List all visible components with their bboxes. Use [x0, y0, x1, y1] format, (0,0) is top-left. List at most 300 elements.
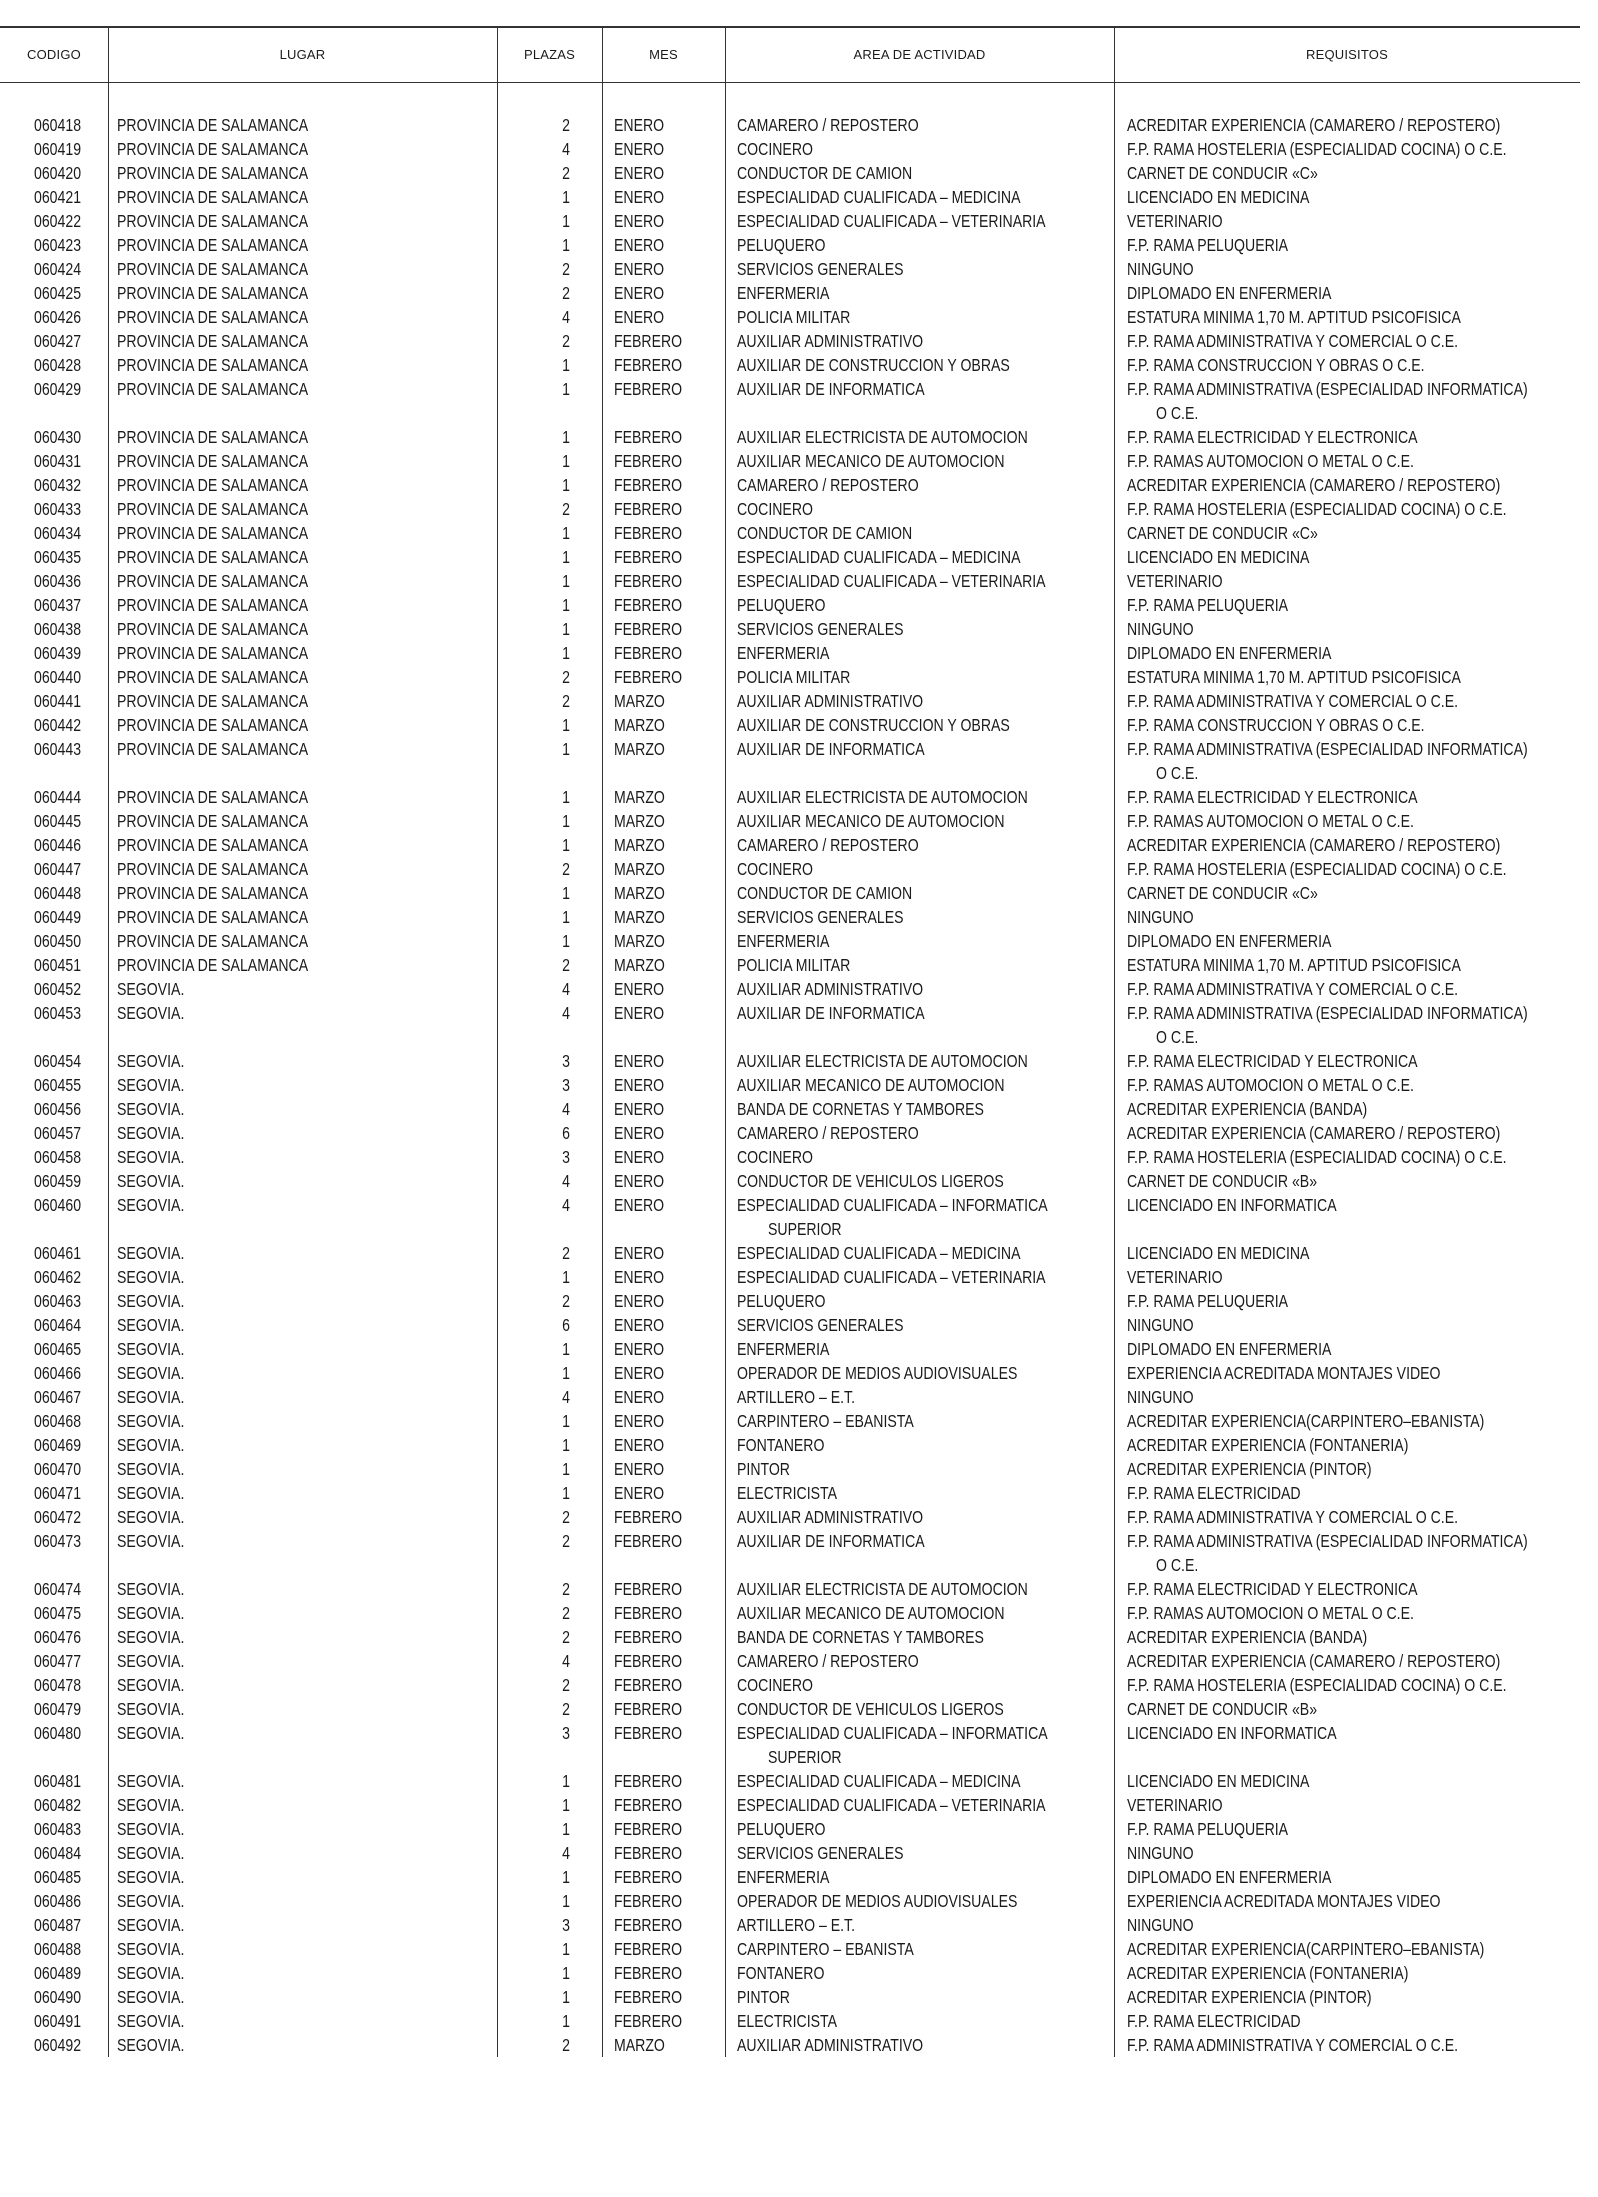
cell-mes: FEBRERO — [614, 1867, 683, 1887]
cell-plazas: 1 — [562, 1963, 570, 1983]
cell-area: AUXILIAR ELECTRICISTA DE AUTOMOCION — [737, 1051, 1028, 1071]
cell-lugar: SEGOVIA. — [117, 1459, 185, 1479]
table-row — [0, 1985, 1580, 2009]
table-row — [0, 137, 1580, 161]
header-lugar: LUGAR — [279, 46, 326, 62]
cell-codigo: 060450 — [34, 931, 82, 951]
table-row — [0, 1241, 1580, 1265]
cell-requisitos: ACREDITAR EXPERIENCIA (CAMARERO / REPOSTERO) — [1127, 835, 1501, 855]
cell-codigo: 060443 — [34, 739, 82, 759]
cell-area: PELUQUERO — [737, 1291, 826, 1311]
cell-area: ENFERMERIA — [737, 931, 830, 951]
table-row — [0, 1097, 1580, 1121]
cell-codigo: 060425 — [34, 283, 82, 303]
cell-mes: MARZO — [614, 739, 665, 759]
cell-plazas: 1 — [562, 595, 570, 615]
cell-lugar: PROVINCIA DE SALAMANCA — [117, 235, 309, 255]
cell-requisitos: DIPLOMADO EN ENFERMERIA — [1127, 1339, 1332, 1359]
cell-lugar: SEGOVIA. — [117, 1867, 185, 1887]
cell-plazas: 1 — [562, 1771, 570, 1791]
cell-codigo: 060420 — [34, 163, 82, 183]
table-row — [0, 1265, 1580, 1289]
cell-mes: FEBRERO — [614, 427, 683, 447]
cell-mes: ENERO — [614, 1099, 665, 1119]
table-row — [0, 1001, 1580, 1049]
cell-codigo: 060482 — [34, 1795, 82, 1815]
cell-lugar: SEGOVIA. — [117, 1411, 185, 1431]
cell-lugar: SEGOVIA. — [117, 1987, 185, 2007]
cell-area: CONDUCTOR DE VEHICULOS LIGEROS — [737, 1171, 1004, 1191]
cell-area: FONTANERO — [737, 1435, 825, 1455]
table-row — [0, 1841, 1580, 1865]
cell-mes: FEBRERO — [614, 1603, 683, 1623]
cell-lugar: PROVINCIA DE SALAMANCA — [117, 787, 309, 807]
cell-requisitos: F.P. RAMA HOSTELERIA (ESPECIALIDAD COCINA) O C.E. — [1127, 1675, 1507, 1695]
cell-lugar: PROVINCIA DE SALAMANCA — [117, 691, 309, 711]
cell-requisitos: DIPLOMADO EN ENFERMERIA — [1127, 283, 1332, 303]
cell-lugar: SEGOVIA. — [117, 1891, 185, 1911]
cell-mes: ENERO — [614, 1387, 665, 1407]
cell-requisitos: ESTATURA MINIMA 1,70 M. APTITUD PSICOFISICA — [1127, 307, 1461, 327]
table-row — [0, 689, 1580, 713]
cell-lugar: SEGOVIA. — [117, 1147, 185, 1167]
cell-codigo: 060457 — [34, 1123, 82, 1143]
cell-plazas: 1 — [562, 883, 570, 903]
cell-area: CONDUCTOR DE CAMION — [737, 523, 913, 543]
cell-requisitos: F.P. RAMA ELECTRICIDAD Y ELECTRONICA — [1127, 1579, 1418, 1599]
cell-requisitos: F.P. RAMA HOSTELERIA (ESPECIALIDAD COCINA) O C.E. — [1127, 859, 1507, 879]
cell-area: ESPECIALIDAD CUALIFICADA – VETERINARIA — [737, 1795, 1046, 1815]
cell-requisitos: EXPERIENCIA ACREDITADA MONTAJES VIDEO — [1127, 1363, 1441, 1383]
cell-requisitos: F.P. RAMA PELUQUERIA — [1127, 235, 1289, 255]
table-row — [0, 1673, 1580, 1697]
cell-codigo: 060477 — [34, 1651, 82, 1671]
header-codigo: CODIGO — [27, 46, 81, 62]
cell-area: ENFERMERIA — [737, 1339, 830, 1359]
cell-lugar: SEGOVIA. — [117, 1723, 185, 1743]
cell-mes: FEBRERO — [614, 523, 683, 543]
cell-plazas: 1 — [562, 355, 570, 375]
cell-codigo: 060434 — [34, 523, 82, 543]
cell-area: PELUQUERO — [737, 595, 826, 615]
cell-plazas: 1 — [562, 1483, 570, 1503]
cell-codigo: 060459 — [34, 1171, 82, 1191]
cell-requisitos: ACREDITAR EXPERIENCIA (FONTANERIA) — [1127, 1963, 1409, 1983]
cell-lugar: SEGOVIA. — [117, 1699, 185, 1719]
cell-area: AUXILIAR ADMINISTRATIVO — [737, 331, 924, 351]
table-row — [0, 1505, 1580, 1529]
cell-area: AUXILIAR ADMINISTRATIVO — [737, 1507, 924, 1527]
cell-codigo: 060461 — [34, 1243, 82, 1263]
cell-lugar: PROVINCIA DE SALAMANCA — [117, 379, 309, 399]
cell-requisitos: F.P. RAMA HOSTELERIA (ESPECIALIDAD COCINA) O C.E. — [1127, 139, 1507, 159]
cell-plazas: 2 — [562, 163, 570, 183]
table-row — [0, 329, 1580, 353]
cell-lugar: PROVINCIA DE SALAMANCA — [117, 955, 309, 975]
cell-codigo: 060422 — [34, 211, 82, 231]
table-row — [0, 977, 1580, 1001]
table-row — [0, 1169, 1580, 1193]
cell-mes: FEBRERO — [614, 499, 683, 519]
cell-area: SERVICIOS GENERALES — [737, 259, 904, 279]
cell-area: ESPECIALIDAD CUALIFICADA – VETERINARIA — [737, 211, 1046, 231]
cell-area: CAMARERO / REPOSTERO — [737, 115, 919, 135]
cell-codigo: 060433 — [34, 499, 82, 519]
table-row — [0, 1289, 1580, 1313]
cell-mes: ENERO — [614, 307, 665, 327]
cell-area: AUXILIAR MECANICO DE AUTOMOCION — [737, 1075, 1005, 1095]
cell-area: FONTANERO — [737, 1963, 825, 1983]
cell-lugar: SEGOVIA. — [117, 2011, 185, 2031]
cell-area: AUXILIAR MECANICO DE AUTOMOCION — [737, 811, 1005, 831]
cell-codigo: 060487 — [34, 1915, 82, 1935]
cell-lugar: SEGOVIA. — [117, 1123, 185, 1143]
cell-lugar: SEGOVIA. — [117, 1339, 185, 1359]
cell-plazas: 3 — [562, 1147, 570, 1167]
cell-area: OPERADOR DE MEDIOS AUDIOVISUALES — [737, 1363, 1018, 1383]
cell-codigo: 060481 — [34, 1771, 82, 1791]
table-row — [0, 305, 1580, 329]
table-row — [0, 1457, 1580, 1481]
cell-codigo: 060439 — [34, 643, 82, 663]
cell-mes: MARZO — [614, 787, 665, 807]
cell-area: ESPECIALIDAD CUALIFICADA – MEDICINA — [737, 1243, 1021, 1263]
cell-mes: FEBRERO — [614, 1795, 683, 1815]
cell-plazas: 1 — [562, 235, 570, 255]
cell-lugar: PROVINCIA DE SALAMANCA — [117, 907, 309, 927]
cell-requisitos: VETERINARIO — [1127, 211, 1223, 231]
cell-mes: ENERO — [614, 1483, 665, 1503]
cell-codigo: 060423 — [34, 235, 82, 255]
cell-requisitos: LICENCIADO EN INFORMATICA — [1127, 1723, 1337, 1743]
cell-area: ARTILLERO – E.T. — [737, 1915, 856, 1935]
cell-requisitos: DIPLOMADO EN ENFERMERIA — [1127, 643, 1332, 663]
cell-lugar: SEGOVIA. — [117, 1963, 185, 1983]
cell-requisitos: F.P. RAMAS AUTOMOCION O METAL O C.E. — [1127, 1603, 1414, 1623]
cell-codigo: 060428 — [34, 355, 82, 375]
cell-area: SERVICIOS GENERALES — [737, 1315, 904, 1335]
header-area: AREA DE ACTIVIDAD — [853, 46, 986, 62]
cell-mes: ENERO — [614, 1315, 665, 1335]
cell-codigo: 060474 — [34, 1579, 82, 1599]
cell-codigo: 060430 — [34, 427, 82, 447]
cell-lugar: PROVINCIA DE SALAMANCA — [117, 619, 309, 639]
cell-area: AUXILIAR ELECTRICISTA DE AUTOMOCION — [737, 787, 1028, 807]
cell-area: AUXILIAR MECANICO DE AUTOMOCION — [737, 451, 1005, 471]
table-body — [0, 113, 1580, 2057]
cell-plazas: 1 — [562, 427, 570, 447]
cell-lugar: PROVINCIA DE SALAMANCA — [117, 475, 309, 495]
cell-requisitos: F.P. RAMA ADMINISTRATIVA Y COMERCIAL O C.E. — [1127, 331, 1459, 351]
cell-plazas: 2 — [562, 331, 570, 351]
cell-codigo: 060488 — [34, 1939, 82, 1959]
table-row — [0, 2033, 1580, 2057]
table-row — [0, 1409, 1580, 1433]
cell-mes: FEBRERO — [614, 643, 683, 663]
table-row — [0, 185, 1580, 209]
cell-lugar: PROVINCIA DE SALAMANCA — [117, 211, 309, 231]
cell-lugar: SEGOVIA. — [117, 1819, 185, 1839]
cell-codigo: 060421 — [34, 187, 82, 207]
cell-requisitos: F.P. RAMA ADMINISTRATIVA (ESPECIALIDAD INFORMATICA) — [1127, 1531, 1528, 1551]
cell-area: AUXILIAR DE CONSTRUCCION Y OBRAS — [737, 355, 1010, 375]
cell-area: SERVICIOS GENERALES — [737, 619, 904, 639]
cell-lugar: PROVINCIA DE SALAMANCA — [117, 139, 309, 159]
table-row — [0, 1361, 1580, 1385]
cell-plazas: 4 — [562, 1171, 570, 1191]
cell-lugar: SEGOVIA. — [117, 1627, 185, 1647]
cell-lugar: PROVINCIA DE SALAMANCA — [117, 523, 309, 543]
cell-requisitos: F.P. RAMA ELECTRICIDAD Y ELECTRONICA — [1127, 427, 1418, 447]
cell-lugar: SEGOVIA. — [117, 1099, 185, 1119]
cell-requisitos: VETERINARIO — [1127, 1267, 1223, 1287]
cell-codigo: 060436 — [34, 571, 82, 591]
cell-mes: FEBRERO — [614, 1579, 683, 1599]
cell-lugar: SEGOVIA. — [117, 1387, 185, 1407]
cell-area: BANDA DE CORNETAS Y TAMBORES — [737, 1099, 984, 1119]
cell-requisitos: LICENCIADO EN MEDICINA — [1127, 1771, 1310, 1791]
cell-requisitos: F.P. RAMA ADMINISTRATIVA Y COMERCIAL O C.E. — [1127, 2035, 1459, 2055]
cell-mes: FEBRERO — [614, 451, 683, 471]
cell-requisitos-continuation: O C.E. — [1156, 763, 1199, 783]
cell-requisitos: CARNET DE CONDUCIR «C» — [1127, 883, 1318, 903]
table-row — [0, 665, 1580, 689]
cell-area: POLICIA MILITAR — [737, 307, 851, 327]
cell-area: AUXILIAR ELECTRICISTA DE AUTOMOCION — [737, 427, 1028, 447]
cell-codigo: 060442 — [34, 715, 82, 735]
cell-codigo: 060431 — [34, 451, 82, 471]
cell-plazas: 3 — [562, 1915, 570, 1935]
table-row — [0, 1817, 1580, 1841]
cell-requisitos: NINGUNO — [1127, 619, 1194, 639]
cell-plazas: 1 — [562, 1795, 570, 1815]
cell-mes: FEBRERO — [614, 331, 683, 351]
cell-codigo: 060447 — [34, 859, 82, 879]
cell-requisitos: ACREDITAR EXPERIENCIA (CAMARERO / REPOSTERO) — [1127, 1123, 1501, 1143]
table-row — [0, 233, 1580, 257]
cell-area: AUXILIAR ELECTRICISTA DE AUTOMOCION — [737, 1579, 1028, 1599]
cell-codigo: 060451 — [34, 955, 82, 975]
cell-area: COCINERO — [737, 1147, 813, 1167]
cell-area: CONDUCTOR DE VEHICULOS LIGEROS — [737, 1699, 1004, 1719]
cell-lugar: SEGOVIA. — [117, 1435, 185, 1455]
cell-area: CONDUCTOR DE CAMION — [737, 883, 913, 903]
cell-area: ENFERMERIA — [737, 283, 830, 303]
cell-lugar: PROVINCIA DE SALAMANCA — [117, 163, 309, 183]
cell-requisitos: F.P. RAMA PELUQUERIA — [1127, 1291, 1289, 1311]
cell-codigo: 060478 — [34, 1675, 82, 1695]
cell-mes: FEBRERO — [614, 619, 683, 639]
table-row — [0, 953, 1580, 977]
cell-lugar: PROVINCIA DE SALAMANCA — [117, 739, 309, 759]
cell-requisitos: ACREDITAR EXPERIENCIA(CARPINTERO–EBANISTA) — [1127, 1411, 1485, 1431]
cell-plazas: 2 — [562, 691, 570, 711]
cell-plazas: 1 — [562, 1819, 570, 1839]
cell-mes: ENERO — [614, 1291, 665, 1311]
cell-mes: FEBRERO — [614, 475, 683, 495]
cell-mes: FEBRERO — [614, 2011, 683, 2031]
cell-lugar: SEGOVIA. — [117, 1267, 185, 1287]
cell-lugar: PROVINCIA DE SALAMANCA — [117, 811, 309, 831]
cell-requisitos: F.P. RAMAS AUTOMOCION O METAL O C.E. — [1127, 451, 1414, 471]
cell-codigo: 060427 — [34, 331, 82, 351]
cell-plazas: 2 — [562, 283, 570, 303]
cell-lugar: PROVINCIA DE SALAMANCA — [117, 427, 309, 447]
cell-lugar: SEGOVIA. — [117, 1939, 185, 1959]
cell-plazas: 2 — [562, 1579, 570, 1599]
cell-plazas: 1 — [562, 1339, 570, 1359]
cell-plazas: 2 — [562, 1627, 570, 1647]
cell-area: ELECTRICISTA — [737, 1483, 837, 1503]
cell-codigo: 060470 — [34, 1459, 82, 1479]
cell-mes: FEBRERO — [614, 1627, 683, 1647]
cell-mes: MARZO — [614, 907, 665, 927]
cell-lugar: SEGOVIA. — [117, 1651, 185, 1671]
cell-requisitos: F.P. RAMAS AUTOMOCION O METAL O C.E. — [1127, 811, 1414, 831]
cell-requisitos: F.P. RAMA ADMINISTRATIVA (ESPECIALIDAD INFORMATICA) — [1127, 739, 1528, 759]
cell-codigo: 060446 — [34, 835, 82, 855]
cell-lugar: PROVINCIA DE SALAMANCA — [117, 643, 309, 663]
cell-requisitos: F.P. RAMA PELUQUERIA — [1127, 595, 1289, 615]
cell-codigo: 060426 — [34, 307, 82, 327]
cell-lugar: PROVINCIA DE SALAMANCA — [117, 115, 309, 135]
table-row — [0, 1721, 1580, 1769]
cell-codigo: 060468 — [34, 1411, 82, 1431]
cell-codigo: 060458 — [34, 1147, 82, 1167]
cell-lugar: PROVINCIA DE SALAMANCA — [117, 451, 309, 471]
cell-area: PELUQUERO — [737, 235, 826, 255]
cell-mes: ENERO — [614, 1267, 665, 1287]
cell-mes: ENERO — [614, 1243, 665, 1263]
cell-codigo: 060476 — [34, 1627, 82, 1647]
cell-codigo: 060437 — [34, 595, 82, 615]
cell-codigo: 060438 — [34, 619, 82, 639]
cell-requisitos: ACREDITAR EXPERIENCIA (CAMARERO / REPOSTERO) — [1127, 475, 1501, 495]
cell-plazas: 2 — [562, 1507, 570, 1527]
cell-plazas: 2 — [562, 2035, 570, 2055]
cell-mes: ENERO — [614, 1339, 665, 1359]
cell-plazas: 1 — [562, 1987, 570, 2007]
cell-mes: ENERO — [614, 187, 665, 207]
cell-area: ESPECIALIDAD CUALIFICADA – MEDICINA — [737, 187, 1021, 207]
cell-plazas: 1 — [562, 619, 570, 639]
cell-mes: FEBRERO — [614, 1699, 683, 1719]
cell-lugar: PROVINCIA DE SALAMANCA — [117, 259, 309, 279]
cell-codigo: 060492 — [34, 2035, 82, 2055]
cell-requisitos: NINGUNO — [1127, 1387, 1194, 1407]
table-row — [0, 1337, 1580, 1361]
table-row — [0, 1049, 1580, 1073]
cell-lugar: SEGOVIA. — [117, 2035, 185, 2055]
cell-plazas: 1 — [562, 571, 570, 591]
cell-codigo: 060490 — [34, 1987, 82, 2007]
cell-area-continuation: SUPERIOR — [768, 1219, 842, 1239]
cell-plazas: 4 — [562, 307, 570, 327]
cell-requisitos: F.P. RAMA CONSTRUCCION Y OBRAS O C.E. — [1127, 715, 1425, 735]
cell-codigo: 060484 — [34, 1843, 82, 1863]
cell-requisitos: CARNET DE CONDUCIR «B» — [1127, 1699, 1318, 1719]
cell-mes: MARZO — [614, 859, 665, 879]
header-requisitos: REQUISITOS — [1306, 46, 1388, 62]
cell-area: AUXILIAR DE CONSTRUCCION Y OBRAS — [737, 715, 1010, 735]
cell-plazas: 2 — [562, 667, 570, 687]
cell-plazas: 2 — [562, 499, 570, 519]
cell-plazas: 1 — [562, 2011, 570, 2031]
table-row — [0, 857, 1580, 881]
cell-codigo: 060469 — [34, 1435, 82, 1455]
cell-area: AUXILIAR ADMINISTRATIVO — [737, 979, 924, 999]
cell-plazas: 2 — [562, 1291, 570, 1311]
table-row — [0, 353, 1580, 377]
cell-requisitos: F.P. RAMA ADMINISTRATIVA Y COMERCIAL O C.E. — [1127, 979, 1459, 999]
cell-area: CAMARERO / REPOSTERO — [737, 835, 919, 855]
cell-requisitos: CARNET DE CONDUCIR «C» — [1127, 163, 1318, 183]
cell-lugar: SEGOVIA. — [117, 979, 185, 999]
cell-codigo: 060448 — [34, 883, 82, 903]
cell-mes: ENERO — [614, 1435, 665, 1455]
cell-requisitos: F.P. RAMA ELECTRICIDAD — [1127, 2011, 1301, 2031]
cell-plazas: 1 — [562, 1435, 570, 1455]
table-row — [0, 1625, 1580, 1649]
cell-plazas: 1 — [562, 811, 570, 831]
cell-requisitos: LICENCIADO EN MEDICINA — [1127, 1243, 1310, 1263]
cell-codigo: 060429 — [34, 379, 82, 399]
table-row — [0, 929, 1580, 953]
cell-mes: FEBRERO — [614, 1915, 683, 1935]
cell-codigo: 060489 — [34, 1963, 82, 1983]
cell-plazas: 1 — [562, 643, 570, 663]
cell-area: OPERADOR DE MEDIOS AUDIOVISUALES — [737, 1891, 1018, 1911]
cell-plazas: 1 — [562, 379, 570, 399]
header-mes: MES — [649, 46, 678, 62]
cell-mes: ENERO — [614, 1051, 665, 1071]
cell-mes: FEBRERO — [614, 1675, 683, 1695]
cell-lugar: SEGOVIA. — [117, 1507, 185, 1527]
cell-plazas: 4 — [562, 1651, 570, 1671]
cell-codigo: 060435 — [34, 547, 82, 567]
cell-plazas: 3 — [562, 1075, 570, 1095]
cell-mes: MARZO — [614, 715, 665, 735]
cell-plazas: 2 — [562, 1243, 570, 1263]
table-row — [0, 1913, 1580, 1937]
cell-requisitos: F.P. RAMA PELUQUERIA — [1127, 1819, 1289, 1839]
cell-plazas: 1 — [562, 1891, 570, 1911]
table-row — [0, 809, 1580, 833]
cell-requisitos: F.P. RAMA ADMINISTRATIVA (ESPECIALIDAD INFORMATICA) — [1127, 379, 1528, 399]
cell-lugar: PROVINCIA DE SALAMANCA — [117, 595, 309, 615]
table-row — [0, 545, 1580, 569]
cell-mes: ENERO — [614, 1411, 665, 1431]
cell-lugar: SEGOVIA. — [117, 1531, 185, 1551]
cell-requisitos: ACREDITAR EXPERIENCIA (BANDA) — [1127, 1627, 1368, 1647]
cell-mes: ENERO — [614, 1075, 665, 1095]
cell-requisitos-continuation: O C.E. — [1156, 1555, 1199, 1575]
cell-requisitos: VETERINARIO — [1127, 571, 1223, 591]
cell-area-continuation: SUPERIOR — [768, 1747, 842, 1767]
table-row — [0, 641, 1580, 665]
cell-lugar: SEGOVIA. — [117, 1315, 185, 1335]
cell-area: AUXILIAR MECANICO DE AUTOMOCION — [737, 1603, 1005, 1623]
cell-lugar: SEGOVIA. — [117, 1291, 185, 1311]
cell-lugar: PROVINCIA DE SALAMANCA — [117, 667, 309, 687]
table-row — [0, 833, 1580, 857]
table-row — [0, 449, 1580, 473]
cell-codigo: 060462 — [34, 1267, 82, 1287]
cell-codigo: 060464 — [34, 1315, 82, 1335]
table-row — [0, 1889, 1580, 1913]
cell-requisitos: NINGUNO — [1127, 1315, 1194, 1335]
cell-plazas: 1 — [562, 211, 570, 231]
